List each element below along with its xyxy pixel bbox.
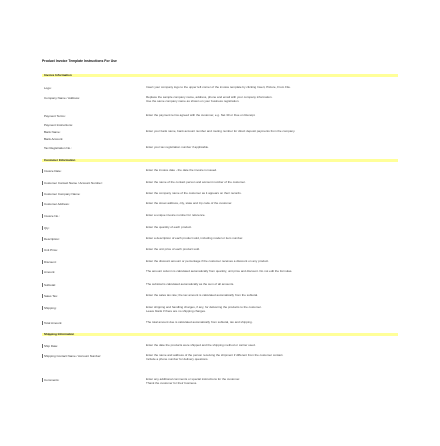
instruction-line: Enter the payment terms agreed with the customer, e.g. Net 30 or Due on Receipt. <box>146 114 256 117</box>
instruction-line: Use the same company name as shown on your business registration. <box>146 99 240 103</box>
instruction-line: Enter shipping and handling charges, if any, for delivering the products to the customer. <box>146 306 262 309</box>
document-title: Product Invoice Template Instructions For Use <box>42 59 117 63</box>
instruction-line: The subtotal is calculated automatically as the sum of all amounts. <box>146 283 235 286</box>
instruction-line: Enter the street address, city, state and zip code of the customer. <box>146 202 233 205</box>
row-indicator-bar <box>42 169 43 173</box>
instruction-line: Include a phone number for delivery questions. <box>146 357 209 361</box>
instruction-line: Enter the name of the contact person and account number of the customer. <box>146 181 246 184</box>
field-label: Amount: <box>44 270 56 274</box>
instruction-line: Enter the date the products were shipped and the shipping method or carrier used. <box>146 344 256 347</box>
field-label: Tax Registration No.: <box>44 146 72 150</box>
instruction-text <box>146 181 396 185</box>
row-indicator-bar <box>42 378 43 382</box>
instruction-text <box>146 226 396 230</box>
instruction-line: The amount column is calculated automatically from quantity, unit price and discount. Do not edit the formulas. <box>146 270 293 273</box>
instruction-line: The total amount due is calculated automatically from subtotal, tax and shipping. <box>146 321 253 324</box>
row-indicator-bar <box>42 294 43 298</box>
instruction-text <box>146 321 396 325</box>
section-highlight-bar <box>42 159 398 162</box>
row-indicator-bar <box>42 226 43 230</box>
instruction-text <box>146 114 396 118</box>
section-heading: Shipping Information <box>44 332 75 336</box>
section-highlight-bar <box>42 333 398 336</box>
field-label: Payment Terms: <box>44 114 66 118</box>
field-label: Invoice No.: <box>44 214 60 218</box>
section-highlight-bar <box>42 74 398 77</box>
field-label: Ship Date: <box>44 344 59 348</box>
instruction-text <box>146 306 396 313</box>
instruction-text <box>146 283 396 287</box>
field-label: Customer Address: <box>44 202 70 206</box>
field-label: Company Name / Address: <box>44 96 80 100</box>
instruction-line: Thank the customer for their business. <box>146 381 198 385</box>
instruction-text <box>146 344 396 348</box>
row-indicator-bar <box>42 260 43 264</box>
instruction-line: Enter a description of each product sold, including model or item number. <box>146 237 244 240</box>
instruction-line: Enter any additional comments or special instructions for the customer. <box>146 378 241 381</box>
instruction-text <box>146 96 396 103</box>
instruction-line: Enter a unique invoice number for reference. <box>146 214 206 217</box>
row-indicator-bar <box>42 283 43 287</box>
field-label: Payment Instructions: <box>44 123 73 127</box>
instruction-line: Enter the unit price of each product sold. <box>146 248 200 251</box>
row-indicator-bar <box>42 202 43 206</box>
instruction-line: Enter the invoice date - the date the invoice is issued. <box>146 169 218 172</box>
row-indicator-bar <box>42 344 43 348</box>
instruction-text <box>146 248 396 252</box>
instruction-line: Leave blank if there are no shipping charges. <box>146 309 206 313</box>
field-label: Invoice Date: <box>44 169 62 173</box>
row-indicator-bar <box>42 248 43 252</box>
instruction-text <box>146 354 396 361</box>
field-label: Discount: <box>44 260 57 264</box>
instruction-text <box>146 130 396 134</box>
section-heading-band <box>42 73 398 78</box>
section-heading: Customer Information <box>44 158 76 162</box>
field-label: Unit Price: <box>44 248 58 252</box>
instruction-line: Enter the sales tax rate; the tax amount is calculated automatically from the subtotal. <box>146 294 259 297</box>
instruction-text <box>146 294 396 298</box>
instruction-text <box>146 214 396 218</box>
instruction-text <box>146 169 396 173</box>
section-heading-band <box>42 158 398 163</box>
instruction-text <box>146 86 396 90</box>
field-label: Comments: <box>44 378 60 382</box>
field-label: Bank Account: <box>44 137 64 141</box>
instruction-line: Enter your bank name, bank account number and routing number for direct deposit payments from the company. <box>146 130 296 133</box>
instruction-line: Enter the name and address of the person receiving the shipment if different from the customer contact. <box>146 354 284 357</box>
row-indicator-bar <box>42 181 43 185</box>
field-label: Logo: <box>44 86 52 90</box>
field-label: Qty: <box>44 226 50 230</box>
field-label: Sales Tax: <box>44 294 58 298</box>
field-label: Shipping: <box>44 306 57 310</box>
field-label: Description: <box>44 237 60 241</box>
row-indicator-bar <box>42 237 43 241</box>
instruction-line: Insert your company logo to the upper left corner of the invoice template by clicking Insert, Picture, From File. <box>146 86 291 89</box>
field-label: Bank Name: <box>44 130 61 134</box>
field-label: Subtotal: <box>44 283 56 287</box>
section-heading: Invoice Information <box>44 73 72 77</box>
instruction-text <box>146 202 396 206</box>
instruction-text <box>146 378 396 385</box>
row-indicator-bar <box>42 321 43 325</box>
instruction-text <box>146 270 396 274</box>
field-label: Shipping Contact Name / Account Number: <box>44 354 102 358</box>
instruction-text <box>146 146 396 150</box>
instruction-text <box>146 192 396 196</box>
instruction-text <box>146 237 396 241</box>
instruction-line: Enter the quantity of each product. <box>146 226 192 229</box>
instruction-line: Enter the discount amount or percentage if the customer receives a discount on any product. <box>146 260 269 263</box>
instruction-line: Replace the sample company name, address, phone and email with your company information. <box>146 96 273 99</box>
field-label: Total Amount: <box>44 321 63 325</box>
section-heading-band <box>42 332 398 337</box>
row-indicator-bar <box>42 214 43 218</box>
instruction-text <box>146 260 396 264</box>
instruction-line: Enter your tax registration number if applicable. <box>146 146 209 149</box>
row-indicator-bar <box>42 192 43 196</box>
row-indicator-bar <box>42 270 43 274</box>
row-indicator-bar <box>42 354 43 358</box>
instruction-line: Enter the company name of the customer as it appears on their records. <box>146 192 242 195</box>
field-label: Customer Company Name: <box>44 192 81 196</box>
row-indicator-bar <box>42 306 43 310</box>
field-label: Customer Contact Name / Account Number: <box>44 181 103 185</box>
